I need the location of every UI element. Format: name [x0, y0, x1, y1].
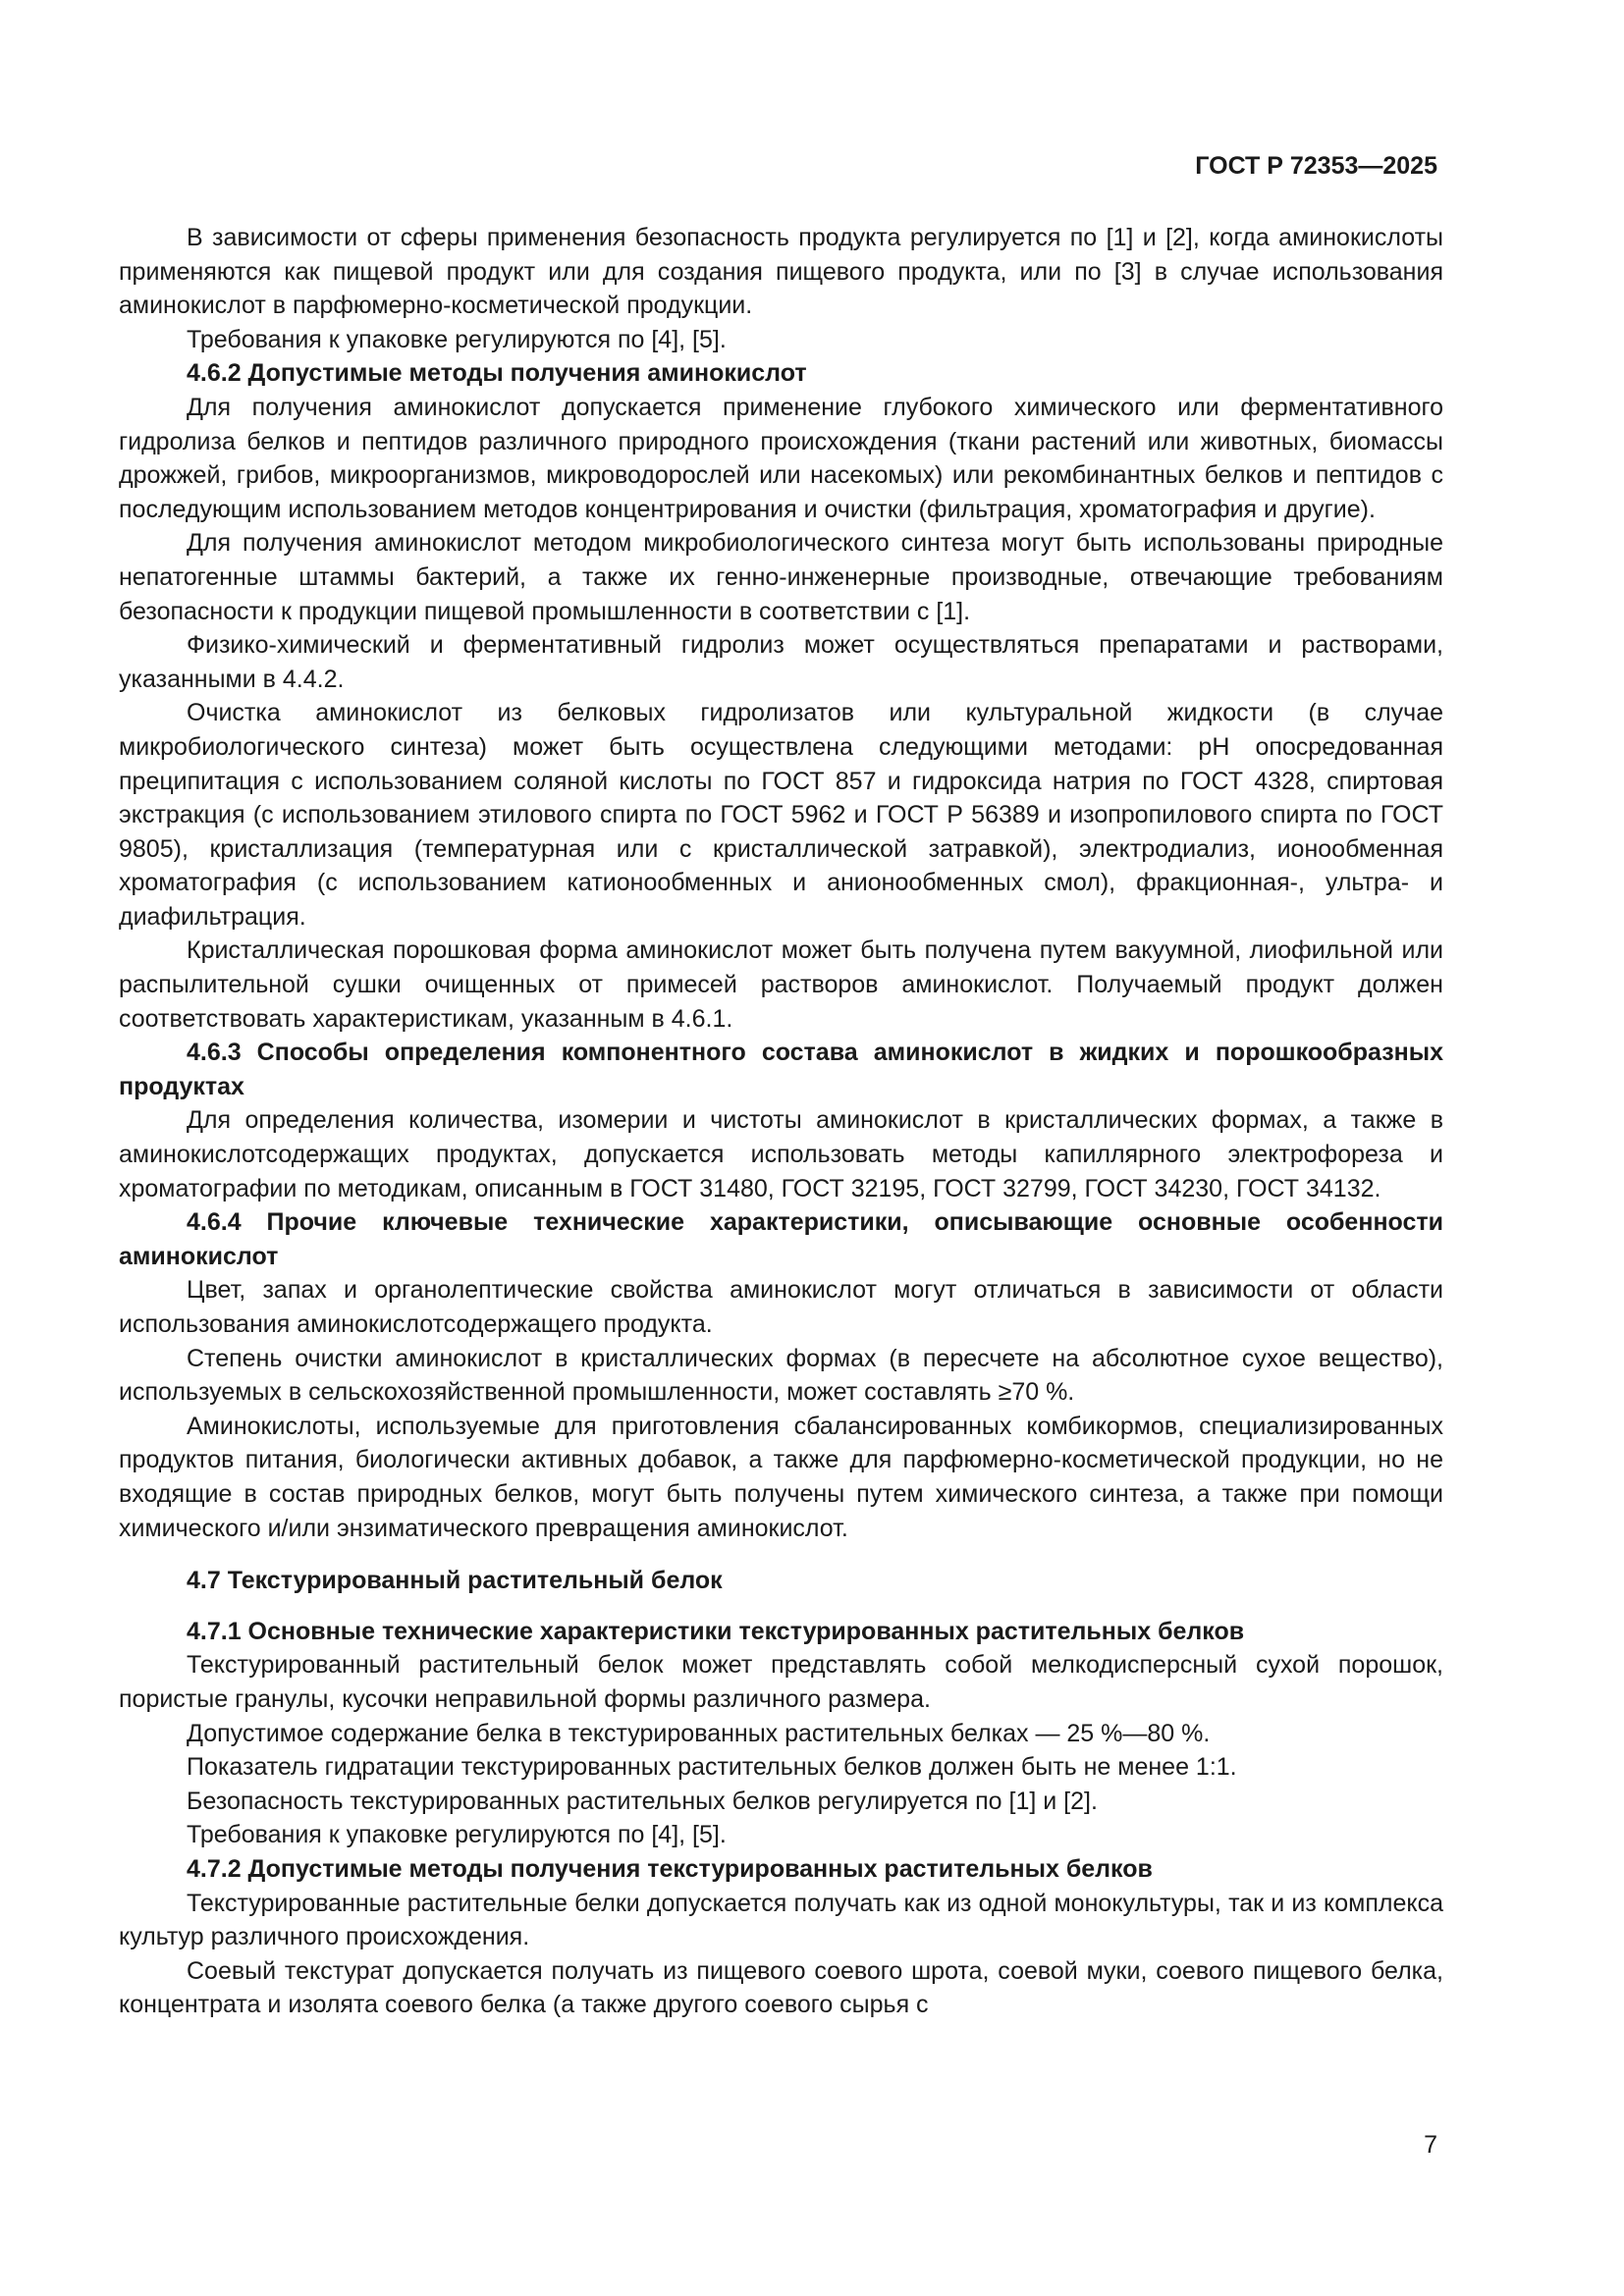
document-code-header: ГОСТ Р 72353—2025 [1195, 152, 1437, 180]
heading-4-7-1: 4.7.1 Основные технические характеристики текстурированных растительных белков [187, 1617, 1245, 1645]
para-purification-methods: Очистка аминокислот из белковых гидролизатов или культуральной жидкости (в случае микробиологического синтеза) может быть осуществлена следующими методами: pH опосредованная преципитация с использованием соляной кислоты по ГОСТ 857 и гидроксида натрия по ГОСТ 4328, спиртовая экстракция (с использованием этилового спирта по ГОСТ 5962 и ГОСТ Р 56389 и изопропилового спирта по ГОСТ 9805), кристаллизация (температурная или с кристаллической затравкой), электродиализ, ионообменная хроматография (с использованием катионообменных и анионообменных смол), фракционная-, ультра- и диафильтрация. [119, 699, 1443, 931]
para-tvp-packaging: Требования к упаковке регулируются по [4], [5]. [187, 1821, 727, 1849]
para-purity-degree: Степень очистки аминокислот в кристаллических формах (в пересчете на абсолютное сухое вещество), используемых в сельскохозяйственной промышленности, может составлять ≥70 %. [119, 1344, 1443, 1407]
para-microbiological-synthesis: Для получения аминокислот методом микробиологического синтеза могут быть использованы природные непатогенные штаммы бактерий, а также их генно-инженерные производные, отвечающие требованиям безопасности к продукции пищевой промышленности в соответствии с [1]. [119, 529, 1443, 625]
para-crystalline-form: Кристаллическая порошковая форма аминокислот может быть получена путем вакуумной, лиофильной или распылительной сушки очищенных от примесей растворов аминокислот. Получаемый продукт должен соответствовать характеристикам, указанным в 4.6.1. [119, 936, 1443, 1033]
para-tvp-forms: Текстурированный растительный белок может представлять собой мелкодисперсный сухой порошок, пористые гранулы, кусочки неправильной формы различного размера. [119, 1651, 1443, 1713]
para-tvp-hydration: Показатель гидратации текстурированных растительных белков должен быть не менее 1:1. [187, 1753, 1237, 1782]
para-organoleptic: Цвет, запах и органолептические свойства аминокислот могут отличаться в зависимости от области использования аминокислотсодержащего продукта. [119, 1276, 1443, 1338]
heading-4-6-4: 4.6.4 Прочие ключевые технические характеристики, описывающие основные особенности аминокислот [119, 1208, 1443, 1270]
para-physicochemical-hydrolysis: Физико-химический и ферментативный гидролиз может осуществляться препаратами и растворами, указанными в 4.4.2. [119, 631, 1443, 693]
heading-4-6-2: 4.6.2 Допустимые методы получения аминокислот [187, 359, 807, 388]
para-chemical-synthesis: Аминокислоты, используемые для приготовления сбалансированных комбикормов, специализированных продуктов питания, биологически активных добавок, а также для парфюмерно-косметической продукции, но не входящие в состав природных белков, могут быть получены путем химического синтеза, а также при помощи химического и/или энзиматического превращения аминокислот. [119, 1412, 1443, 1542]
para-hydrolysis-methods: Для получения аминокислот допускается применение глубокого химического или ферментативного гидролиза белков и пептидов различного природного происхождения (ткани растений или животных, биомассы дрожжей, грибов, микроорганизмов, микроводорослей или насекомых) или рекомбинантных белков и пептидов с последующим использованием методов концентрирования и очистки (фильтрация, хроматография и другие). [119, 393, 1443, 523]
para-analysis-methods: Для определения количества, изомерии и чистоты аминокислот в кристаллических формах, а также в аминокислотсодержащих продуктах, допускается использовать методы капиллярного электрофореза и хроматографии по методикам, описанным в ГОСТ 31480, ГОСТ 32195, ГОСТ 32799, ГОСТ 34230, ГОСТ 34132. [119, 1106, 1443, 1202]
para-tvp-protein-content: Допустимое содержание белка в текстурированных растительных белках — 25 %—80 %. [187, 1719, 1211, 1747]
para-packaging-requirements: Требования к упаковке регулируются по [4], [5]. [187, 325, 727, 353]
para-tvp-safety: Безопасность текстурированных растительных белков регулируется по [1] и [2]. [187, 1787, 1098, 1815]
para-safety-regulation: В зависимости от сферы применения безопасность продукта регулируется по [1] и [2], когда аминокислоты применяются как пищевой продукт или для создания пищевого продукта, или по [3] в случае использования аминокислот в парфюмерно-косметической продукции. [119, 224, 1443, 320]
document-body [119, 221, 1443, 2022]
heading-4-7-2: 4.7.2 Допустимые методы получения текстурированных растительных белков [187, 1854, 1153, 1883]
para-soy-texturate: Соевый текстурат допускается получать из пищевого соевого шрота, соевой муки, соевого пищевого белка, концентрата и изолята соевого белка (а также другого соевого сырья с [119, 1956, 1443, 2019]
heading-4-7: 4.7 Текстурированный растительный белок [187, 1567, 723, 1595]
heading-4-6-3: 4.6.3 Способы определения компонентного состава аминокислот в жидких и порошкообразных продуктах [119, 1039, 1443, 1100]
para-tvp-cultures: Текстурированные растительные белки допускается получать как из одной монокультуры, так и из комплекса культур различного происхождения. [119, 1889, 1443, 1951]
page-number: 7 [1424, 2131, 1437, 2159]
